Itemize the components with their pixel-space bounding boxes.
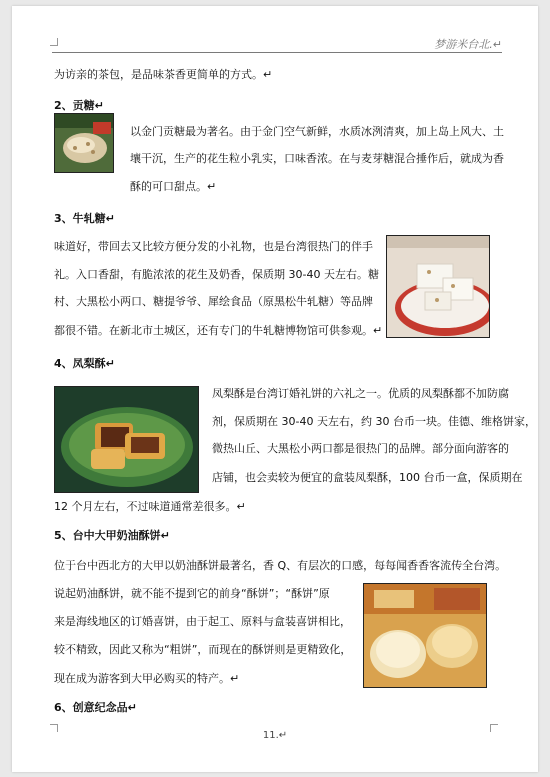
section-heading-6: 6、创意纪念品↵ <box>54 701 137 714</box>
page-number: 11.↵ <box>262 730 288 741</box>
paragraph-line: 壤干沉，生产的花生粒小乳实，口味香浓。在与麦芽糖混合捶作后，就成为香 <box>130 152 504 165</box>
paragraph-line: 以金门贡糖最为著名。由于金门空气新鲜，水质冰洌清爽，加上岛上风大、土 <box>130 125 504 138</box>
page-header-title: 梦游米台北.↵ <box>434 38 502 51</box>
document-page <box>12 6 538 772</box>
section-heading-3: 3、牛轧糖↵ <box>54 212 115 225</box>
paragraph-line: 都很不错。在新北市土城区，还有专门的牛轧糖博物馆可供参观。↵ <box>54 324 383 337</box>
paragraph-line: 凤梨酥是台湾订婚礼饼的六礼之一。优质的凤梨酥都不加防腐 <box>212 387 509 400</box>
paragraph-line: 店铺，也会卖较为便宜的盒装凤梨酥，100 台币一盒，保质期在 <box>212 471 523 484</box>
section-heading-2: 2、贡糖↵ <box>54 99 104 112</box>
section-heading-4: 4、凤梨酥↵ <box>54 357 115 370</box>
header-rule <box>52 52 502 53</box>
paragraph-line: 较不精致，因此又称为“粗饼”，而现在的酥饼则是更精致化， <box>54 643 352 656</box>
paragraph-line: 位于台中西北方的大甲以奶油酥饼最著名，香 Q、有层次的口感，每每闻香香客流传全台湾。 <box>54 559 507 572</box>
paragraph-line: 酥的可口甜点。↵ <box>130 180 217 193</box>
paragraph-line: 礼。入口香甜，有脆浓浓的花生及奶香，保质期 30-40 天左右。糖 <box>54 268 379 281</box>
gongtang-candy-photo <box>54 113 114 173</box>
paragraph-line: 味道好，带回去又比较方便分发的小礼物，也是台湾很热门的伴手 <box>54 240 373 253</box>
nougat-photo <box>386 235 490 338</box>
paragraph-line: 来是海线地区的订婚喜饼，由于起工、原料与盒装喜饼相比， <box>54 615 351 628</box>
paragraph-line: 为访亲的茶包，是品味茶香更简单的方式。↵ <box>54 68 273 81</box>
paragraph-line: 说起奶油酥饼，就不能不提到它的前身“酥饼”；“酥饼”原 <box>54 587 330 600</box>
paragraph-line: 12 个月左右，不过味道通常差很多。↵ <box>54 500 246 513</box>
section-heading-5: 5、台中大甲奶油酥饼↵ <box>54 529 170 542</box>
paragraph-line: 现在成为游客到大甲必购买的特产。↵ <box>54 672 240 685</box>
paragraph-line: 村、大黑松小两口、糖提爷爷、犀绘食品（原黑松牛轧糖）等品牌 <box>54 295 373 308</box>
paragraph-line: 剂，保质期在 30-40 天左右，约 30 台币一块。佳德、维格饼家， <box>212 415 536 428</box>
pineapple-cake-photo <box>54 386 199 493</box>
paragraph-line: 微热山丘、大黑松小两口都是很热门的品牌。部分面向游客的 <box>212 442 509 455</box>
butter-cake-photo <box>363 583 487 688</box>
crop-mark-top-left <box>50 38 58 46</box>
